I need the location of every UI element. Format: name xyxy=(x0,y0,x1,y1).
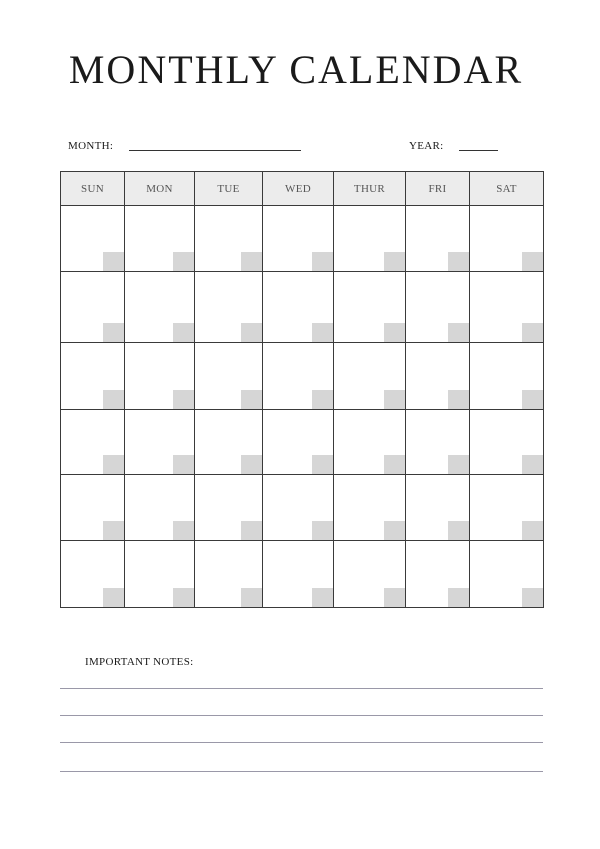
date-number-box xyxy=(384,521,405,540)
weekday-header: SAT xyxy=(470,172,544,206)
date-number-box xyxy=(241,390,262,409)
date-number-box xyxy=(241,455,262,474)
day-cell[interactable] xyxy=(195,410,263,475)
day-cell[interactable] xyxy=(195,342,263,409)
weekday-header-row xyxy=(61,172,544,206)
date-number-box xyxy=(448,323,469,342)
note-line[interactable] xyxy=(60,715,543,716)
date-number-box xyxy=(173,323,194,342)
day-cell[interactable] xyxy=(334,540,406,607)
date-number-box xyxy=(522,323,543,342)
note-line[interactable] xyxy=(60,688,543,689)
date-number-box xyxy=(522,390,543,409)
day-cell[interactable] xyxy=(406,206,470,272)
date-number-box xyxy=(312,390,333,409)
day-cell[interactable] xyxy=(195,206,263,272)
month-field[interactable] xyxy=(129,150,301,151)
year-label: YEAR: xyxy=(409,140,444,152)
week-row xyxy=(61,206,544,272)
date-number-box xyxy=(103,588,124,607)
day-cell[interactable] xyxy=(406,272,470,342)
day-cell[interactable] xyxy=(263,475,334,540)
day-cell[interactable] xyxy=(406,342,470,409)
date-number-box xyxy=(312,521,333,540)
day-cell[interactable] xyxy=(125,272,195,342)
date-number-box xyxy=(448,390,469,409)
day-cell[interactable] xyxy=(61,410,125,475)
day-cell[interactable] xyxy=(470,342,544,409)
week-row xyxy=(61,540,544,607)
week-row xyxy=(61,410,544,475)
date-number-box xyxy=(312,455,333,474)
day-cell[interactable] xyxy=(334,342,406,409)
date-number-box xyxy=(173,252,194,271)
day-cell[interactable] xyxy=(334,206,406,272)
day-cell[interactable] xyxy=(470,540,544,607)
day-cell[interactable] xyxy=(125,410,195,475)
day-cell[interactable] xyxy=(470,272,544,342)
day-cell[interactable] xyxy=(470,475,544,540)
notes-label: IMPORTANT NOTES: xyxy=(85,656,194,668)
day-cell[interactable] xyxy=(334,410,406,475)
date-number-box xyxy=(448,252,469,271)
date-number-box xyxy=(103,455,124,474)
day-cell[interactable] xyxy=(125,342,195,409)
day-cell[interactable] xyxy=(61,272,125,342)
day-cell[interactable] xyxy=(61,342,125,409)
date-number-box xyxy=(241,588,262,607)
date-number-box xyxy=(384,323,405,342)
day-cell[interactable] xyxy=(406,475,470,540)
day-cell[interactable] xyxy=(125,206,195,272)
day-cell[interactable] xyxy=(195,475,263,540)
day-cell[interactable] xyxy=(406,540,470,607)
note-line[interactable] xyxy=(60,742,543,743)
weekday-header: SUN xyxy=(61,172,125,206)
date-number-box xyxy=(448,588,469,607)
date-number-box xyxy=(103,521,124,540)
day-cell[interactable] xyxy=(470,206,544,272)
day-cell[interactable] xyxy=(61,540,125,607)
day-cell[interactable] xyxy=(334,272,406,342)
day-cell[interactable] xyxy=(263,540,334,607)
weekday-header: THUR xyxy=(334,172,406,206)
day-cell[interactable] xyxy=(263,272,334,342)
year-field[interactable] xyxy=(459,150,498,151)
date-number-box xyxy=(384,455,405,474)
date-number-box xyxy=(384,252,405,271)
day-cell[interactable] xyxy=(125,540,195,607)
date-number-box xyxy=(448,455,469,474)
week-row xyxy=(61,342,544,409)
day-cell[interactable] xyxy=(61,206,125,272)
weekday-header: MON xyxy=(125,172,195,206)
day-cell[interactable] xyxy=(263,206,334,272)
date-number-box xyxy=(241,521,262,540)
day-cell[interactable] xyxy=(61,475,125,540)
date-number-box xyxy=(522,252,543,271)
day-cell[interactable] xyxy=(263,342,334,409)
date-number-box xyxy=(173,390,194,409)
day-cell[interactable] xyxy=(470,410,544,475)
date-number-box xyxy=(384,588,405,607)
day-cell[interactable] xyxy=(195,540,263,607)
date-number-box xyxy=(522,455,543,474)
weekday-header: WED xyxy=(263,172,334,206)
weekday-header: FRI xyxy=(406,172,470,206)
date-number-box xyxy=(312,252,333,271)
page-title: MONTHLY CALENDAR xyxy=(68,47,524,92)
day-cell[interactable] xyxy=(195,272,263,342)
week-row xyxy=(61,475,544,540)
week-row xyxy=(61,272,544,342)
date-number-box xyxy=(103,323,124,342)
date-number-box xyxy=(448,521,469,540)
date-number-box xyxy=(173,588,194,607)
day-cell[interactable] xyxy=(406,410,470,475)
date-number-box xyxy=(173,521,194,540)
weekday-header: TUE xyxy=(195,172,263,206)
day-cell[interactable] xyxy=(334,475,406,540)
date-number-box xyxy=(384,390,405,409)
date-number-box xyxy=(522,521,543,540)
date-number-box xyxy=(103,390,124,409)
date-number-box xyxy=(522,588,543,607)
date-number-box xyxy=(241,252,262,271)
date-number-box xyxy=(312,323,333,342)
date-number-box xyxy=(312,588,333,607)
day-cell[interactable] xyxy=(125,475,195,540)
calendar-grid xyxy=(60,171,544,608)
date-number-box xyxy=(103,252,124,271)
month-label: MONTH: xyxy=(68,140,114,152)
note-line[interactable] xyxy=(60,771,543,772)
date-number-box xyxy=(173,455,194,474)
date-number-box xyxy=(241,323,262,342)
day-cell[interactable] xyxy=(263,410,334,475)
